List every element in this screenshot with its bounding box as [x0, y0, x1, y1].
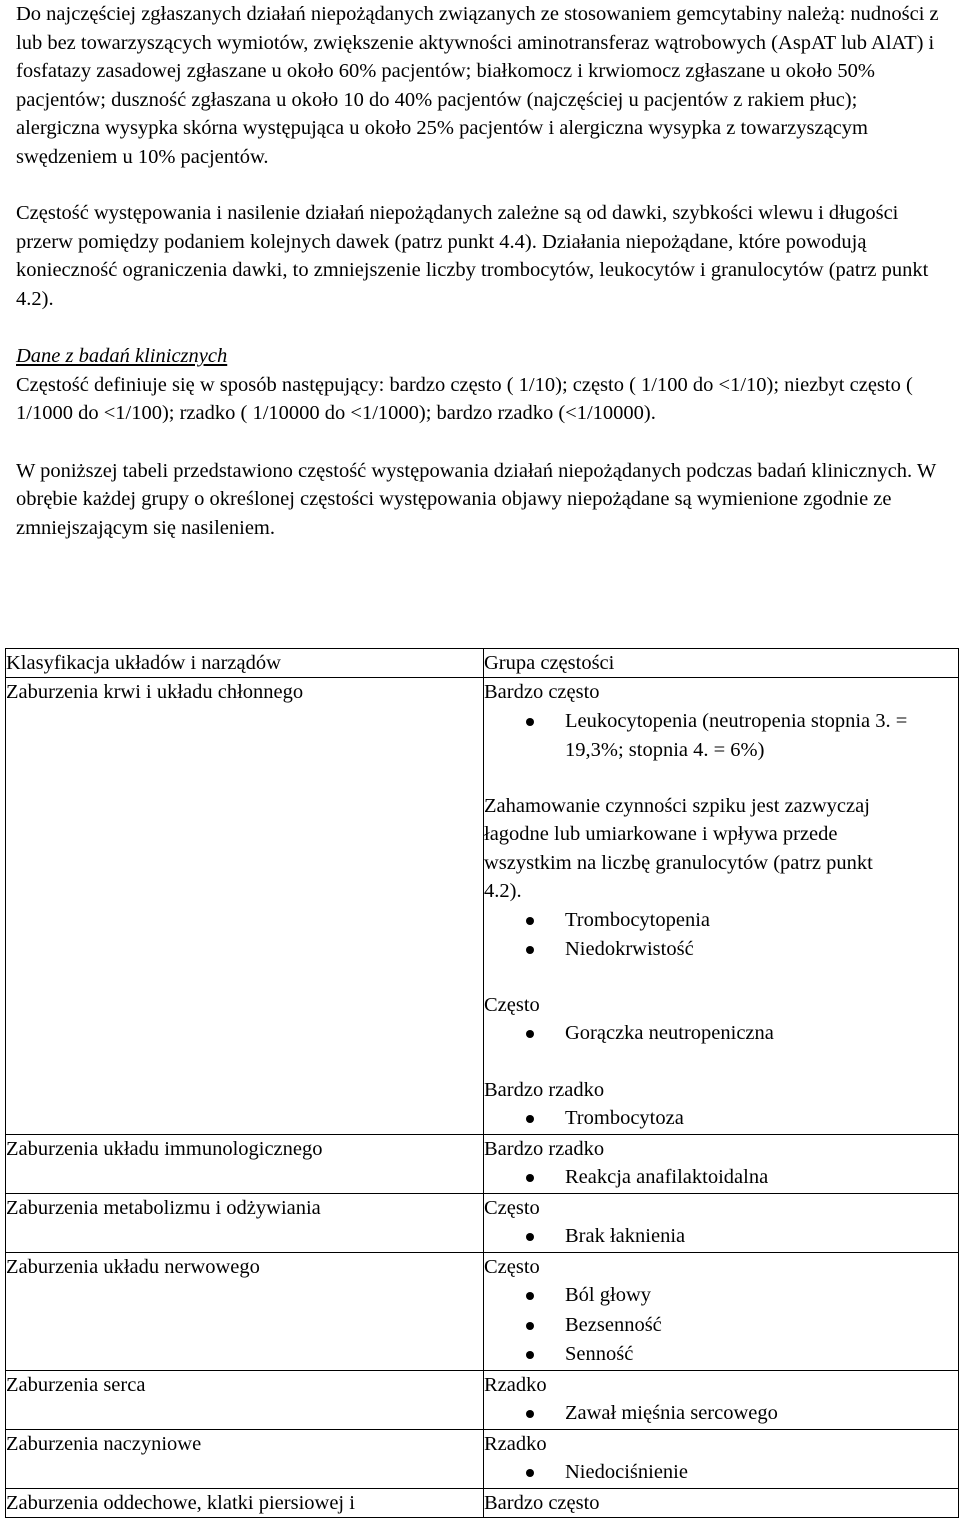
system-cell: Zaburzenia układu immunologicznego [6, 1134, 484, 1193]
adverse-reactions-table [5, 648, 959, 1518]
bullet-list [484, 1104, 958, 1134]
bullet-list [484, 1399, 958, 1429]
bullet-icon [526, 1030, 534, 1038]
list-item: Niedokrwistość [484, 935, 958, 965]
paragraph-table-intro: W poniższej tabeli przedstawiono częstość występowania działań niepożądanych podczas badań klinicznych. W obrębie każdej grupy o określonej częstości występowania objawy niepożądane są wymienione zgodnie ze zmniejszającym się nasileniem. [16, 459, 936, 539]
list-item: Bezsenność [484, 1311, 958, 1341]
list-item: Gorączka neutropeniczna [484, 1019, 958, 1049]
bullet-icon [526, 1233, 534, 1241]
bullet-icon [526, 1410, 534, 1418]
table-row [6, 678, 959, 1135]
bullet-icon [526, 917, 534, 925]
frequency-cell [484, 1429, 959, 1488]
frequency-label: Często [484, 993, 540, 1016]
table-row [6, 1193, 959, 1252]
table-header-row [6, 649, 959, 678]
bullet-icon [526, 1351, 534, 1359]
frequency-label: Często [484, 1255, 540, 1278]
bullet-icon [526, 946, 534, 954]
bullet-icon [526, 1469, 534, 1477]
list-item: Niedociśnienie [484, 1458, 958, 1488]
table-row [6, 1429, 959, 1488]
bullet-list [484, 1019, 958, 1049]
bullet-icon [526, 1322, 534, 1330]
frequency-label: Bardzo często [484, 1491, 600, 1514]
frequency-label: Rzadko [484, 1373, 547, 1396]
list-item: Trombocytopenia [484, 906, 958, 936]
system-cell: Zaburzenia oddechowe, klatki piersiowej i [6, 1488, 484, 1518]
note-text: Zahamowanie czynności szpiku jest zazwyczaj łagodne lub umiarkowane i wpływa przede wszystkim na liczbę granulocytów (patrz punkt 4.2). [484, 794, 873, 902]
bullet-list [484, 1281, 958, 1370]
frequency-label: Bardzo często [484, 681, 600, 703]
frequency-label: Bardzo rzadko [484, 1078, 605, 1101]
paragraph-common-adverse-reactions: Do najczęściej zgłaszanych działań niepożądanych związanych ze stosowaniem gemcytabiny należą: nudności z lub bez towarzyszących wymiotów, zwiększenie aktywności aminotransferaz wątrobowych (AspAT lub AlAT) i fosfatazy zasadowej zgłaszane u około 60% pacjentów; białkomocz i krwiomocz zgłaszane u około 50% pacjentów; duszność zgłaszana u około 10 do 40% pacjentów (najczęściej u pacjentów z rakiem płuc); alergiczna wysypka skórna występująca u około 25% pacjentów i alergiczna wysypka z towarzyszącym swędzeniem u 10% pacjentów. [16, 3, 939, 168]
frequency-cell [484, 1193, 959, 1252]
list-item: Ból głowy [484, 1281, 958, 1311]
list-item: Senność [484, 1340, 958, 1370]
section-heading: Dane z badań klinicznych [16, 345, 228, 367]
bullet-list [484, 707, 958, 766]
header-system-organ-class: Klasyfikacja układów i narządów [6, 649, 484, 678]
system-cell: Zaburzenia naczyniowe [6, 1429, 484, 1488]
frequency-cell [484, 1252, 959, 1370]
header-frequency-group: Grupa częstości [484, 649, 959, 678]
frequency-cell [484, 1370, 959, 1429]
frequency-label: Często [484, 1196, 540, 1219]
list-item: Reakcja anafilaktoidalna [484, 1163, 958, 1193]
system-cell: Zaburzenia serca [6, 1370, 484, 1429]
system-cell: Zaburzenia metabolizmu i odżywiania [6, 1193, 484, 1252]
document-page [16, 0, 946, 542]
table-row [6, 1488, 959, 1518]
table-row [6, 1134, 959, 1193]
list-item: Brak łaknienia [484, 1222, 958, 1252]
paragraph-frequency-definition [16, 342, 946, 428]
list-item: Zawał mięśnia sercowego [484, 1399, 958, 1429]
frequency-cell [484, 1488, 959, 1518]
table-row [6, 1252, 959, 1370]
bullet-icon [526, 718, 534, 726]
bullet-list [484, 906, 958, 965]
list-item: Leukocytopenia (neutropenia stopnia 3. = 19,3%; stopnia 4. = 6%) [484, 707, 958, 766]
frequency-cell [484, 678, 959, 1135]
frequency-definition-text: Częstość definiuje się w sposób następujący: bardzo często ( 1/10); często ( 1/100 do <1/10); niezbyt często ( 1/1000 do <1/100); rzadko ( 1/10000 do <1/1000); bardzo rzadko (<1/10000). [16, 373, 913, 424]
paragraph-frequency-severity: Częstość występowania i nasilenie działań niepożądanych zależne są od dawki, szybkości wlewu i długości przerw pomiędzy podaniem kolejnych dawek (patrz punkt 4.4). Działania niepożądane, które powodują konieczność ograniczenia dawki, to zmniejszenie liczby trombocytów, leukocytów i granulocytów (patrz punkt 4.2). [16, 202, 929, 310]
bullet-icon [526, 1115, 534, 1123]
frequency-cell [484, 1134, 959, 1193]
system-cell: Zaburzenia układu nerwowego [6, 1252, 484, 1370]
table-row [6, 1370, 959, 1429]
bullet-list [484, 1222, 958, 1252]
system-cell: Zaburzenia krwi i układu chłonnego [6, 678, 484, 1135]
bullet-icon [526, 1174, 534, 1182]
bullet-icon [526, 1292, 534, 1300]
list-item: Trombocytoza [484, 1104, 958, 1134]
frequency-label: Bardzo rzadko [484, 1137, 605, 1160]
frequency-label: Rzadko [484, 1432, 547, 1455]
bullet-list [484, 1458, 958, 1488]
bullet-list [484, 1163, 958, 1193]
